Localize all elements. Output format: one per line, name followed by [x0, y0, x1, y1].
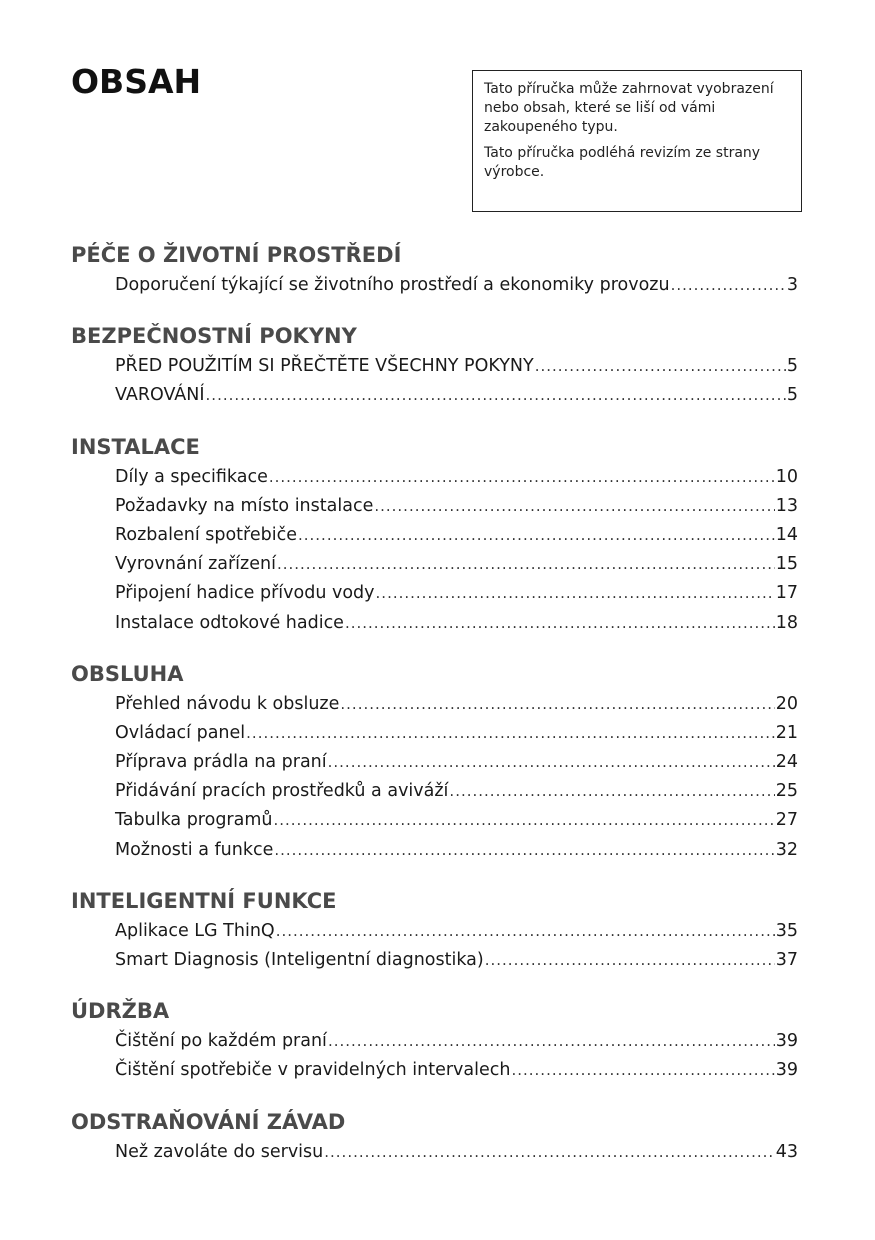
section-heading: ODSTRAŇOVÁNÍ ZÁVAD — [71, 1109, 346, 1134]
toc-entry-label: Přidávání pracích prostředků a aviváží — [115, 781, 449, 802]
toc-entry-label: Příprava prádla na praní — [115, 752, 327, 773]
toc-entry-label: Možnosti a funkce — [115, 839, 274, 860]
toc-entry-page: 24 — [775, 752, 798, 773]
toc-section-troubleshooting — [71, 1106, 798, 1167]
section-heading: OBSLUHA — [71, 661, 184, 686]
toc-entry-page: 39 — [775, 1060, 798, 1081]
section-heading: INTELIGENTNÍ FUNKCE — [71, 888, 337, 913]
dot-leader — [376, 579, 775, 608]
toc-section-smart-functions — [71, 885, 798, 975]
toc-entry-page: 32 — [775, 839, 798, 860]
dot-leader — [274, 836, 774, 865]
toc-entry[interactable] — [115, 836, 798, 865]
toc-entry-label: Připojení hadice přívodu vody — [115, 583, 375, 604]
disclaimer-notice-box — [472, 70, 802, 212]
toc-entry-page: 27 — [775, 810, 798, 831]
dot-leader — [345, 609, 775, 638]
dot-leader — [324, 1138, 774, 1167]
dot-leader — [340, 690, 774, 719]
toc-entry[interactable] — [115, 748, 798, 777]
toc-entry-page: 37 — [775, 950, 798, 970]
dot-leader — [485, 946, 775, 975]
toc-entry[interactable] — [115, 1027, 798, 1056]
dot-leader — [269, 463, 775, 492]
toc-section-safety — [71, 320, 798, 410]
toc-entry-label: Rozbalení spotřebiče — [115, 524, 297, 545]
toc-entry-label: Aplikace LG ThinQ — [115, 920, 275, 941]
toc-entry[interactable] — [115, 463, 798, 492]
page-title: OBSAH — [71, 62, 202, 101]
toc-entry-label: PŘED POUŽITÍM SI PŘEČTĚTE VŠECHNY POKYNY — [115, 356, 534, 377]
toc-entry[interactable] — [115, 579, 798, 608]
toc-entry-page: 14 — [775, 524, 798, 545]
notice-paragraph-variation: Tato příručka může zahrnovat vyobrazení nebo obsah, které se liší od vámi zakoupeného typu. — [484, 81, 774, 135]
toc-entry[interactable] — [115, 806, 798, 835]
toc-entry[interactable] — [115, 690, 798, 719]
section-heading: PÉČE O ŽIVOTNÍ PROSTŘEDÍ — [71, 243, 402, 267]
dot-leader — [374, 492, 774, 521]
toc-entry-page: 18 — [775, 612, 798, 633]
toc-entry[interactable] — [115, 946, 798, 975]
dot-leader — [671, 271, 786, 300]
toc-entry[interactable] — [115, 271, 798, 300]
toc-entry-label: Čištění spotřebiče v pravidelných intervalech — [115, 1060, 511, 1081]
dot-leader — [535, 352, 786, 381]
toc-entry-label: Vyrovnání zařízení — [115, 554, 276, 575]
dot-leader — [246, 719, 775, 748]
toc-entry-label: VAROVÁNÍ — [115, 385, 205, 406]
toc-entry-page: 10 — [775, 466, 798, 487]
toc-entry-label: Instalace odtokové hadice — [115, 612, 344, 633]
toc-entry[interactable] — [115, 521, 798, 550]
toc-entry[interactable] — [115, 777, 798, 806]
toc-entry[interactable] — [115, 719, 798, 748]
toc-entry-label: Než zavoláte do servisu — [115, 1141, 324, 1162]
dot-leader — [328, 1027, 775, 1056]
toc-entry-label: Doporučení týkající se životního prostředí a ekonomiky provozu — [115, 275, 670, 295]
toc-section-operation — [71, 658, 798, 865]
toc-entry-page: 25 — [775, 781, 798, 802]
toc-entry-label: Přehled návodu k obsluze — [115, 693, 340, 714]
toc-entry[interactable] — [115, 609, 798, 638]
toc-entry-page: 3 — [786, 275, 798, 295]
toc-entry-label: Tabulka programů — [115, 810, 273, 831]
section-heading: ÚDRŽBA — [71, 999, 170, 1024]
dot-leader — [298, 521, 775, 550]
toc-entry-page: 21 — [775, 722, 798, 743]
toc-entry-page: 39 — [775, 1031, 798, 1052]
section-heading: INSTALACE — [71, 434, 200, 459]
toc-entry[interactable] — [115, 1138, 798, 1167]
toc-section-maintenance — [71, 995, 798, 1085]
dot-leader — [328, 748, 775, 777]
toc-entry-label: Smart Diagnosis (Inteligentní diagnostika) — [115, 950, 484, 970]
dot-leader — [276, 917, 775, 946]
dot-leader — [277, 550, 775, 579]
toc-entry-label: Díly a specifikace — [115, 466, 268, 487]
table-of-contents — [71, 239, 798, 1167]
toc-entry-page: 5 — [786, 385, 798, 406]
dot-leader — [273, 806, 774, 835]
dot-leader — [511, 1056, 774, 1085]
toc-entry-page: 20 — [775, 693, 798, 714]
toc-entry[interactable] — [115, 1056, 798, 1085]
toc-entry[interactable] — [115, 492, 798, 521]
dot-leader — [449, 777, 774, 806]
toc-entry[interactable] — [115, 352, 798, 381]
toc-entry-page: 15 — [775, 554, 798, 575]
toc-entry-page: 17 — [775, 583, 798, 604]
toc-entry[interactable] — [115, 550, 798, 579]
toc-entry[interactable] — [115, 917, 798, 946]
toc-entry-page: 35 — [775, 920, 798, 941]
toc-entry-label: Ovládací panel — [115, 722, 246, 743]
notice-paragraph-revision: Tato příručka podléhá revizím ze strany výrobce. — [484, 145, 761, 180]
toc-entry-page: 5 — [786, 356, 798, 377]
toc-section-environment — [71, 239, 798, 300]
toc-entry-page: 43 — [775, 1141, 798, 1162]
dot-leader — [206, 381, 786, 410]
toc-entry-label: Požadavky na místo instalace — [115, 495, 374, 516]
toc-entry-label: Čištění po každém praní — [115, 1031, 327, 1052]
toc-entry-page: 13 — [775, 495, 798, 516]
toc-section-installation — [71, 431, 798, 638]
toc-entry[interactable] — [115, 381, 798, 410]
section-heading: BEZPEČNOSTNÍ POKYNY — [71, 324, 357, 349]
